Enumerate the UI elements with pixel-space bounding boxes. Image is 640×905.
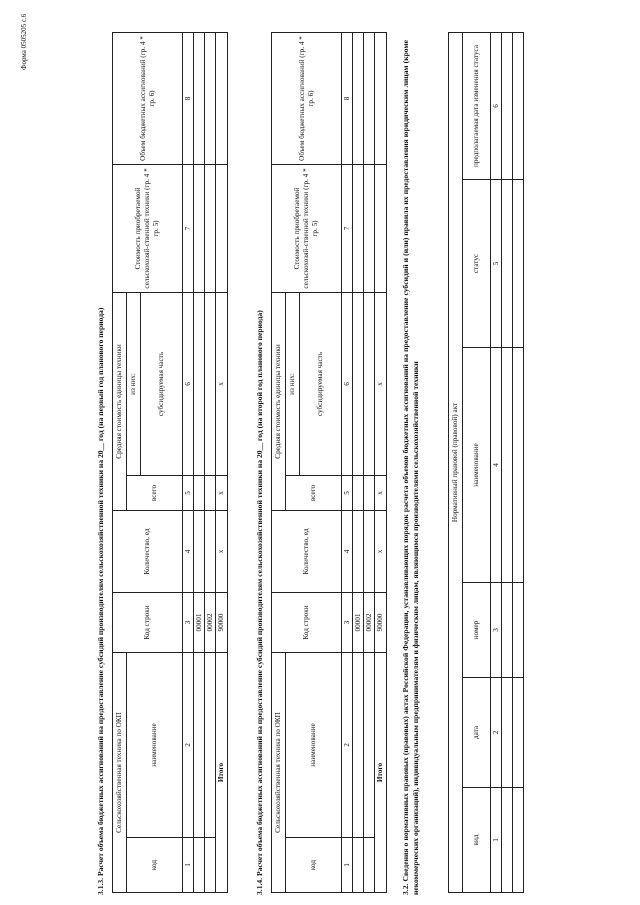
col-number: 1 [342, 838, 353, 893]
header-budget-volume: Объем бюджетных ассигнований (гр. 4 * гр. 6) [113, 33, 183, 165]
col-number: 5 [342, 476, 353, 511]
col-number: 5 [183, 476, 194, 511]
cell-total[interactable] [205, 476, 216, 511]
table-row [364, 33, 375, 893]
header-budget-volume: Объем бюджетных ассигнований (гр. 4 * гр. 6) [272, 33, 342, 165]
header-okp-group: Сельскохозяйственная техника по ОКП [113, 653, 127, 893]
x-mark: x [375, 511, 387, 593]
cell-line-code: 00001 [353, 593, 364, 653]
x-mark: x [216, 511, 228, 593]
cell-subsidized[interactable] [194, 293, 205, 476]
header-line-code: Код строки [113, 593, 183, 653]
cell-cost-total[interactable] [375, 165, 387, 293]
table-32 [448, 32, 524, 893]
cell-cost[interactable] [364, 165, 375, 293]
total-label: Итого [216, 653, 228, 893]
table-314 [271, 32, 387, 893]
header-quantity: Количество, ед [272, 511, 342, 593]
cell-line-code: 00001 [194, 593, 205, 653]
table-313 [112, 32, 228, 893]
header-code: код [127, 838, 183, 893]
header-name: наименование [286, 653, 342, 838]
cell-status[interactable] [502, 180, 513, 348]
cell-name[interactable] [353, 653, 364, 838]
cell-type[interactable] [502, 788, 513, 893]
header-avg-cost-group: Средняя стоимость единицы техники [272, 293, 286, 511]
header-status: статус [463, 180, 491, 348]
cell-total[interactable] [364, 476, 375, 511]
cell-code[interactable] [205, 838, 216, 893]
cell-name[interactable] [513, 348, 524, 583]
cell-budget[interactable] [364, 33, 375, 165]
cell-line-code: 00002 [205, 593, 216, 653]
col-number: 3 [491, 583, 502, 678]
cell-number[interactable] [502, 583, 513, 678]
col-number: 1 [491, 788, 502, 893]
form-code: Форма 0505205 с.6 [20, 13, 28, 70]
cell-type[interactable] [513, 788, 524, 893]
cell-name[interactable] [194, 653, 205, 838]
header-of-which: из них: [127, 293, 141, 476]
table-row [513, 32, 524, 892]
cell-name[interactable] [502, 348, 513, 583]
col-number: 2 [183, 653, 194, 838]
header-cost-purchased: Стоимость приобретаемой сельскохозяй-ственной техники (гр. 4 * гр. 5) [113, 165, 183, 293]
col-number: 3 [342, 593, 353, 653]
table-row [502, 32, 513, 892]
cell-total[interactable] [194, 476, 205, 511]
cell-code[interactable] [353, 838, 364, 893]
header-line-code: Код строки [272, 593, 342, 653]
cell-name[interactable] [364, 653, 375, 838]
cell-budget-total[interactable] [216, 33, 228, 165]
table-row [205, 33, 216, 893]
header-total: всего [127, 476, 183, 511]
header-date: дата [463, 678, 491, 788]
total-row [216, 33, 228, 893]
col-number: 6 [183, 293, 194, 476]
cell-status-date[interactable] [513, 32, 524, 179]
cell-date[interactable] [513, 678, 524, 788]
header-number: номер [463, 583, 491, 678]
header-name: наименование [127, 653, 183, 838]
header-okp-group: Сельскохозяйственная техника по ОКП [272, 653, 286, 893]
cell-quantity[interactable] [205, 511, 216, 593]
cell-status-date[interactable] [502, 32, 513, 179]
cell-cost[interactable] [205, 165, 216, 293]
col-number: 7 [183, 165, 194, 293]
header-subsidized: субсидируемая часть [300, 293, 342, 476]
header-subsidized: субсидируемая часть [141, 293, 183, 476]
header-act-group: Нормативный правовой (правовой) акт [449, 32, 463, 892]
col-number: 4 [342, 511, 353, 593]
section-314-title: 3.1.4. Расчет объема бюджетных ассигнований на предоставление субсидий производителям сельскохозяйственной техники на 20__ год (на второй год планового периода) [255, 310, 264, 895]
table-row [353, 33, 364, 893]
col-number: 8 [342, 33, 353, 165]
cell-cost[interactable] [194, 165, 205, 293]
cell-code[interactable] [364, 838, 375, 893]
cell-subsidized[interactable] [353, 293, 364, 476]
header-of-which: из них: [286, 293, 300, 476]
cell-status[interactable] [513, 180, 524, 348]
x-mark: x [216, 293, 228, 476]
header-quantity: Количество, ед [113, 511, 183, 593]
header-cost-purchased: Стоимость приобретаемой сельскохозяй-ственной техники (гр. 4 * гр. 5) [272, 165, 342, 293]
header-code: код [286, 838, 342, 893]
table-row [194, 33, 205, 893]
cell-budget-total[interactable] [375, 33, 387, 165]
cell-budget[interactable] [353, 33, 364, 165]
col-number: 8 [183, 33, 194, 165]
cell-subsidized[interactable] [364, 293, 375, 476]
cell-line-code: 00002 [364, 593, 375, 653]
total-code: 90000 [375, 593, 387, 653]
col-number: 4 [491, 348, 502, 583]
cell-budget[interactable] [194, 33, 205, 165]
header-status-date: предполагаемая дата изменения статуса [463, 32, 491, 179]
total-label: Итого [375, 653, 387, 893]
x-mark: x [375, 293, 387, 476]
header-total: всего [286, 476, 342, 511]
cell-name[interactable] [205, 653, 216, 838]
col-number: 2 [491, 678, 502, 788]
cell-quantity[interactable] [364, 511, 375, 593]
cell-budget[interactable] [205, 33, 216, 165]
col-number: 7 [342, 165, 353, 293]
col-number: 6 [491, 32, 502, 179]
total-code: 90000 [216, 593, 228, 653]
col-number: 4 [183, 511, 194, 593]
x-mark: x [216, 476, 228, 511]
section-32-title: 3.2. Сведения о нормативных правовых (правовых) актах Российской Федерации, устанавливающих порядок расчета объемов бюджетных ассигнований на предоставление субсидий и (или) правила их предоставления юридическим лицам (кроме некоммерческих организаций), индивидуальным предпринимателям и физическим лицам, являющимся производителями сельскохозяйственной техники [401, 40, 420, 895]
cell-number[interactable] [513, 583, 524, 678]
cell-quantity[interactable] [194, 511, 205, 593]
cell-quantity[interactable] [353, 511, 364, 593]
x-mark: x [375, 476, 387, 511]
header-avg-cost-group: Средняя стоимость единицы техники [113, 293, 127, 511]
cell-cost-total[interactable] [216, 165, 228, 293]
cell-total[interactable] [353, 476, 364, 511]
cell-date[interactable] [502, 678, 513, 788]
col-number: 1 [183, 838, 194, 893]
cell-subsidized[interactable] [205, 293, 216, 476]
col-number: 5 [491, 180, 502, 348]
col-number: 2 [342, 653, 353, 838]
cell-code[interactable] [194, 838, 205, 893]
header-type: вид [463, 788, 491, 893]
section-313-title: 3.1.3. Расчет объема бюджетных ассигнований на предоставление субсидий производителям сельскохозяйственной техники на 20__ год (на первый год планового периода) [96, 307, 105, 895]
total-row [375, 33, 387, 893]
cell-cost[interactable] [353, 165, 364, 293]
col-number: 6 [342, 293, 353, 476]
header-name: наименование [463, 348, 491, 583]
col-number: 3 [183, 593, 194, 653]
